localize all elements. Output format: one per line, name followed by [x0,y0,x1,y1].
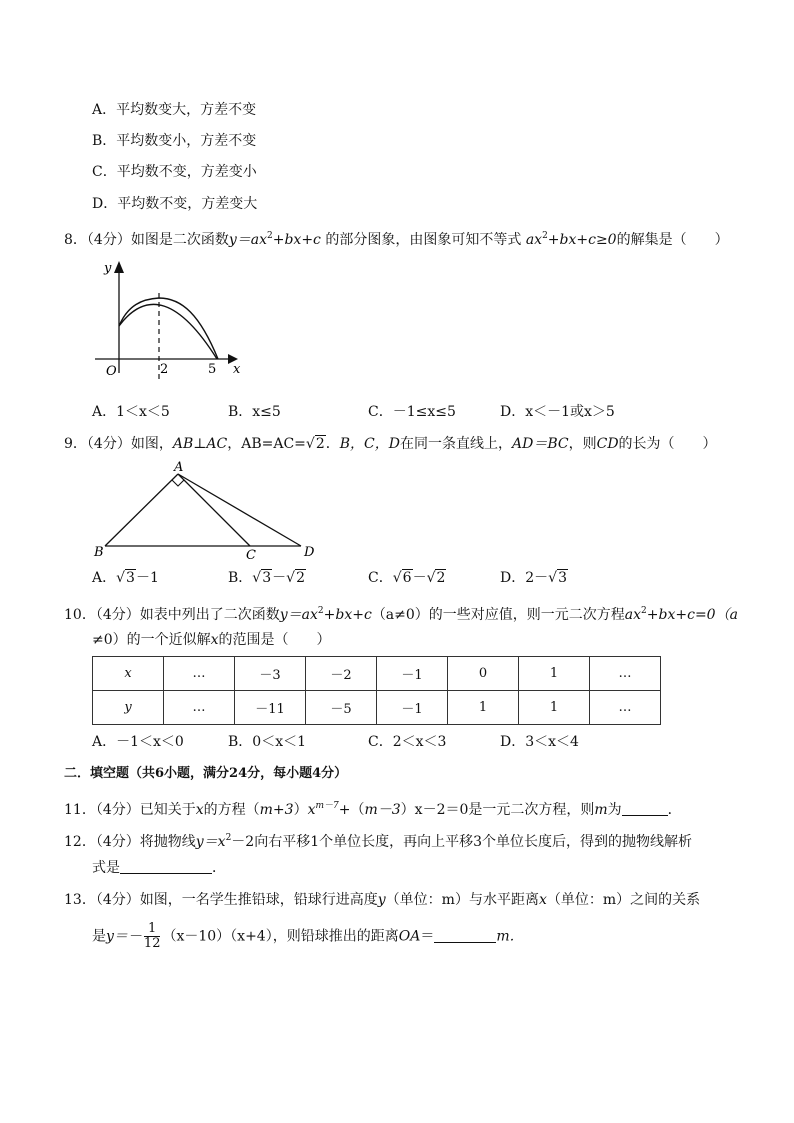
q10-stem-line1: 10．（4分）如表中列出了二次函数$y=ax^2+bx+c(a\ne 0)$的一些对应值，则一元二次方程$ax^2+bx+c=0(a$ [64,606,738,623]
q8-option-a: A．1＜x＜5 [92,404,170,420]
tick-2: 2 [160,362,169,377]
sqrt-2: √2 [305,436,325,452]
q9-option-c: C．√6－√2 [368,570,446,586]
q7-option-b: B．平均数变小，方差不变 [92,133,257,149]
answer-blank[interactable] [434,928,496,943]
table-row: x … －3 －2 －1 0 1 … [93,657,661,691]
label-c: C [246,548,256,563]
q10-option-a: A．－1＜x＜0 [92,734,184,750]
q7-option-d: D．平均数不变，方差变大 [92,196,258,212]
q10-option-d: D．3＜x＜4 [500,734,579,750]
q9-option-b: B．√3－√2 [228,570,305,586]
q13-stem-line1: 13．（4分）如图，一名学生推铅球，铅球行进高度y（单位：m）与水平距离x（单位：m）之间的关系 [64,892,701,908]
q12-stem-line2: 式是 ． [92,860,226,876]
q8-option-d: D．x＜－1或x＞5 [500,404,615,420]
q12-stem-line1: 12．（4分）将抛物线$y=x^2-2$向右平移1个单位长度，再向上平移3个单位长度后，得到的抛物线解析 [64,833,693,850]
label-a: A [174,460,184,475]
q8-stem: 8．（4分）如图是二次函数$y=ax^2+bx+c$ 的部分图象，由图象可知不等式 $ax^2+bx+c\ge 0$的解集是（ ） [64,231,729,248]
table-row: y … －11 －5 －1 1 1 … [93,691,661,725]
q8-option-b: B．x≤5 [228,404,281,420]
section-heading: 二．填空题（共6小题，满分24分，每小题4分） [64,766,348,781]
label-b: B [94,545,104,560]
q7-option-c: C．平均数不变，方差变小 [92,164,257,180]
q10-stem-line2: ≠0）的一个近似解x的范围是（ ） [92,632,331,648]
answer-blank[interactable] [622,801,668,816]
y-axis-label: y [104,261,112,276]
q10-option-c: C．2＜x＜3 [368,734,447,750]
q13-stem-line2: 是y＝－ $\frac{1}{12}$ （x－10）（x+4），则铅球推出的距离OA＝ m． [92,921,524,951]
answer-blank[interactable] [120,859,212,874]
tick-5: 5 [208,362,217,377]
x-axis-label: x [233,362,241,377]
q8-option-c: C．－1≤x≤5 [368,404,456,420]
q9-triangle-figure [90,458,330,563]
q7-option-a: A．平均数变大，方差不变 [92,102,257,118]
label-d: D [304,545,315,560]
q9-option-d: D．2－√3 [500,570,567,586]
q8-parabola-graph [90,255,250,385]
q10-value-table [92,656,661,725]
origin-label: O [106,364,117,379]
q10-option-b: B．0＜x＜1 [228,734,306,750]
q9-stem: 9．（4分）如图，AB⊥AC，AB=AC=√2．B，C，D在同一条直线上，AD＝BC，则CD的长为（ ） [64,436,717,452]
fraction: $\frac{1}{12}$ [143,921,161,951]
q9-option-a: A．√3－1 [92,570,159,586]
q11-stem: 11．（4分）已知关于x的方程$(m+3)x^{m-7}+(m-3)x-2=0$是一元二次方程，则m为 ． [64,801,682,818]
